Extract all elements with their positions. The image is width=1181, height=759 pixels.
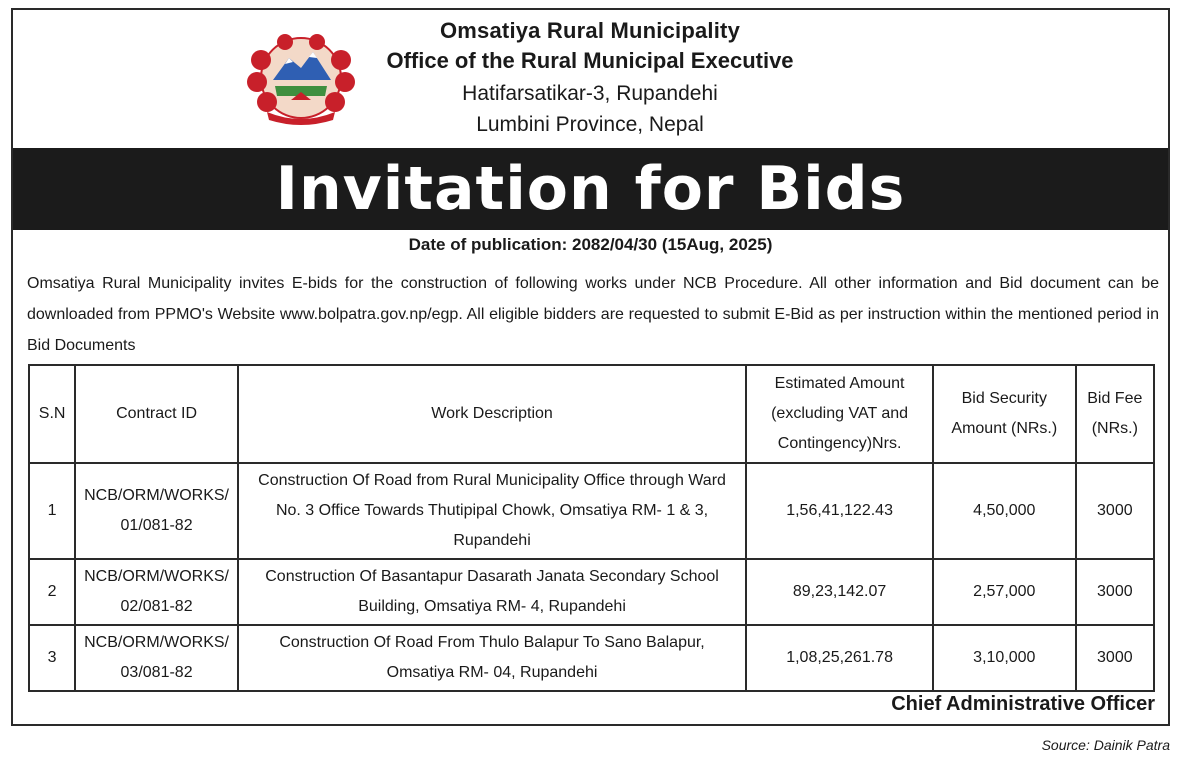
cell-sn: 1	[29, 463, 75, 559]
table-row	[29, 625, 1154, 691]
table-row	[29, 463, 1154, 559]
page-title-banner: Invitation for Bids	[13, 148, 1168, 230]
nepal-emblem-icon	[245, 30, 357, 126]
cell-estimated-amount: 89,23,142.07	[746, 559, 933, 625]
cell-sn: 3	[29, 625, 75, 691]
source-credit: Source: Dainik Patra	[1041, 737, 1170, 753]
header-sn: S.N	[29, 365, 75, 463]
cell-contract-id: NCB/ORM/WORKS/ 02/081-82	[75, 559, 238, 625]
organization-name: Omsatiya Rural Municipality	[439, 18, 741, 43]
cell-bid-fee: 3000	[1076, 625, 1154, 691]
intro-paragraph: Omsatiya Rural Municipality invites E-bids for the construction of following works under NCB Procedure. All other information and Bid document can be downloaded from PPMO's Website www.bolpatra.gov.np/egp. All eligible bidders are requested to submit E-Bid as per instruction within the mentioned period in Bid Documents	[27, 275, 1159, 354]
table-header-row	[29, 365, 1154, 463]
cell-contract-id: NCB/ORM/WORKS/ 03/081-82	[75, 625, 238, 691]
cell-work-description: Construction Of Road from Rural Municipality Office through Ward No. 3 Office Towards Thutipipal Chowk, Omsatiya RM- 1 & 3, Rupandehi	[238, 463, 746, 559]
publication-date: Date of publication: 2082/04/30 (15Aug, 2025)	[408, 235, 773, 254]
cell-estimated-amount: 1,08,25,261.78	[746, 625, 933, 691]
cell-work-description: Construction Of Road From Thulo Balapur To Sano Balapur, Omsatiya RM- 04, Rupandehi	[238, 625, 746, 691]
address-line-2: Lumbini Province, Nepal	[476, 113, 704, 136]
cell-bid-fee: 3000	[1076, 463, 1154, 559]
cell-bid-security: 3,10,000	[933, 625, 1076, 691]
header-contract-id: Contract ID	[75, 365, 238, 463]
office-name: Office of the Rural Municipal Executive	[386, 48, 794, 73]
header-estimated-amount: Estimated Amount (excluding VAT and Contingency)Nrs.	[746, 365, 933, 463]
signoff-title: Chief Administrative Officer	[891, 693, 1155, 715]
header-work-description: Work Description	[238, 365, 746, 463]
cell-bid-fee: 3000	[1076, 559, 1154, 625]
cell-contract-id: NCB/ORM/WORKS/ 01/081-82	[75, 463, 238, 559]
header-bid-security: Bid Security Amount (NRs.)	[933, 365, 1076, 463]
cell-work-description: Construction Of Basantapur Dasarath Janata Secondary School Building, Omsatiya RM- 4, Rupandehi	[238, 559, 746, 625]
cell-estimated-amount: 1,56,41,122.43	[746, 463, 933, 559]
bids-table	[28, 364, 1155, 692]
cell-sn: 2	[29, 559, 75, 625]
cell-bid-security: 2,57,000	[933, 559, 1076, 625]
header-bid-fee: Bid Fee (NRs.)	[1076, 365, 1154, 463]
address-line-1: Hatifarsatikar-3, Rupandehi	[462, 82, 718, 105]
table-row	[29, 559, 1154, 625]
cell-bid-security: 4,50,000	[933, 463, 1076, 559]
